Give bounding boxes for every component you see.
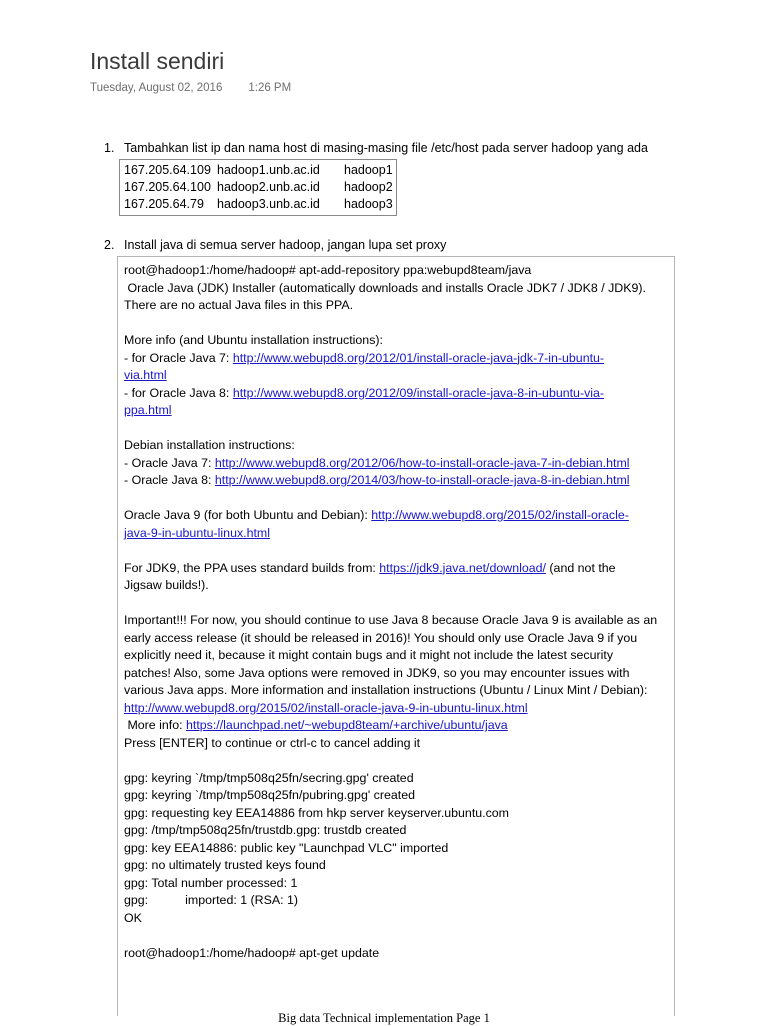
terminal-line	[124, 402, 670, 420]
terminal-line: - for Oracle Java 7: http://www.webupd8.org/2012/01/install-oracle-java-jdk-7-in-ubuntu-	[124, 350, 605, 365]
terminal-line: root@hadoop1:/home/hadoop# apt-get update	[124, 945, 380, 960]
table-cell-alias: hadoop1	[344, 163, 393, 177]
link-java7-debian[interactable]: http://www.webupd8.org/2012/06/how-to-install-oracle-java-7-in-debian.html	[214, 455, 630, 470]
terminal-line: Debian installation instructions:	[124, 438, 295, 452]
table-row	[124, 162, 392, 179]
terminal-line: OK	[124, 910, 142, 925]
table-cell-host: hadoop3.unb.ac.id	[217, 197, 320, 211]
link-launchpad[interactable]: https://launchpad.net/~webupd8team/+archive/ubuntu/java	[185, 718, 508, 732]
hosts-table	[119, 159, 397, 216]
link-java9-cont[interactable]: java-9-in-ubuntu-linux.html	[124, 525, 271, 540]
link-java8-ubuntu-cont[interactable]: ppa.html	[124, 403, 172, 417]
step-1	[104, 141, 648, 155]
table-cell-alias: hadoop2	[344, 180, 393, 194]
terminal-line: More info: https://launchpad.net/~webupd8team/+archive/ubuntu/java	[124, 718, 508, 732]
table-row	[124, 196, 392, 213]
terminal-line: Jigsaw builds!).	[124, 578, 209, 592]
page-title: Install sendiri	[90, 48, 225, 74]
page-time: 1:26 PM	[248, 82, 292, 94]
terminal-line: Oracle Java (JDK) Installer (automatically downloads and installs Oracle JDK7 / JDK8 / JDK9).	[124, 280, 646, 295]
table-cell-ip: 167.205.64.109	[124, 163, 211, 177]
terminal-line: root@hadoop1:/home/hadoop# apt-add-repository ppa:webupd8team/java	[124, 263, 532, 277]
step-2	[104, 238, 446, 252]
terminal-line	[124, 700, 670, 718]
table-cell-host: hadoop2.unb.ac.id	[217, 180, 320, 194]
terminal-line: Important!!! For now, you should continue to use Java 8 because Oracle Java 9 is available as an	[124, 613, 658, 627]
terminal-line: gpg: imported: 1 (RSA: 1)	[124, 893, 299, 907]
step-text: Tambahkan list ip dan nama host di masing-masing file /etc/host pada server hadoop yang ada	[124, 141, 648, 155]
terminal-line: For JDK9, the PPA uses standard builds from: https://jdk9.java.net/download/ (and not the	[124, 560, 616, 575]
terminal-line	[124, 367, 670, 385]
table-cell-alias: hadoop3	[344, 197, 393, 211]
terminal-line: - Oracle Java 7: http://www.webupd8.org/2012/06/how-to-install-oracle-java-7-in-debian.html	[124, 455, 630, 470]
terminal-line: - for Oracle Java 8: http://www.webupd8.org/2012/09/install-oracle-java-8-in-ubuntu-via-	[124, 385, 605, 400]
terminal-line: gpg: keyring `/tmp/tmp508q25fn/secring.gpg' created	[124, 770, 414, 785]
page-timestamp	[90, 82, 291, 94]
step-number: 2.	[104, 238, 115, 252]
terminal-line: various Java apps. More information and installation instructions (Ubuntu / Linux Mint / Debian):	[124, 683, 648, 697]
table-cell-ip: 167.205.64.100	[124, 180, 211, 194]
table-row	[124, 179, 392, 196]
step-text: Install java di semua server hadoop, jangan lupa set proxy	[124, 238, 447, 252]
terminal-line: gpg: key EEA14886: public key "Launchpad VLC" imported	[124, 840, 449, 855]
step-number: 1.	[104, 141, 115, 155]
link-java7-ubuntu-cont[interactable]: via.html	[124, 368, 167, 382]
page-footer: Big data Technical implementation Page 1	[278, 1011, 490, 1025]
terminal-line: Press [ENTER] to continue or ctrl-c to cancel adding it	[124, 735, 421, 750]
terminal-line: More info (and Ubuntu installation instructions):	[124, 333, 383, 347]
terminal-line: gpg: no ultimately trusted keys found	[124, 858, 326, 872]
terminal-line: gpg: requesting key EEA14886 from hkp server keyserver.ubuntu.com	[124, 805, 510, 820]
terminal-line: gpg: /tmp/tmp508q25fn/trustdb.gpg: trustdb created	[124, 823, 407, 837]
table-cell-host: hadoop1.unb.ac.id	[217, 163, 320, 177]
terminal-line: gpg: keyring `/tmp/tmp508q25fn/pubring.gpg' created	[124, 788, 415, 802]
terminal-line: There are no actual Java files in this PPA.	[124, 298, 354, 312]
terminal-line	[124, 525, 670, 543]
terminal-line: gpg: Total number processed: 1	[124, 875, 298, 890]
terminal-line: Oracle Java 9 (for both Ubuntu and Debian): http://www.webupd8.org/2015/02/install-oracle-	[124, 508, 629, 522]
link-java8-ubuntu[interactable]: http://www.webupd8.org/2012/09/install-oracle-java-8-in-ubuntu-via-	[232, 385, 605, 400]
table-cell-ip: 167.205.64.79	[124, 197, 204, 211]
link-jdk9-download[interactable]: https://jdk9.java.net/download/	[379, 560, 546, 575]
link-java9[interactable]: http://www.webupd8.org/2015/02/install-oracle-	[371, 508, 629, 522]
terminal-line: - Oracle Java 8: http://www.webupd8.org/2014/03/how-to-install-oracle-java-8-in-debian.html	[124, 473, 630, 487]
terminal-output-box	[117, 256, 675, 1016]
link-java7-ubuntu[interactable]: http://www.webupd8.org/2012/01/install-oracle-java-jdk-7-in-ubuntu-	[232, 350, 605, 365]
terminal-line: explicitly need it, because it might contain bugs and it might not include the latest security	[124, 648, 614, 662]
page-date: Tuesday, August 02, 2016	[90, 82, 223, 94]
link-java8-debian[interactable]: http://www.webupd8.org/2014/03/how-to-install-oracle-java-8-in-debian.html	[214, 473, 630, 487]
terminal-line: early access release (it should be released in 2016)! You should only use Oracle Java 9 if you	[124, 630, 638, 645]
link-java9-linux[interactable]: http://www.webupd8.org/2015/02/install-oracle-java-9-in-ubuntu-linux.html	[124, 700, 528, 715]
terminal-line: patches! Also, some Java options were removed in JDK9, so you may encounter issues with	[124, 665, 630, 680]
